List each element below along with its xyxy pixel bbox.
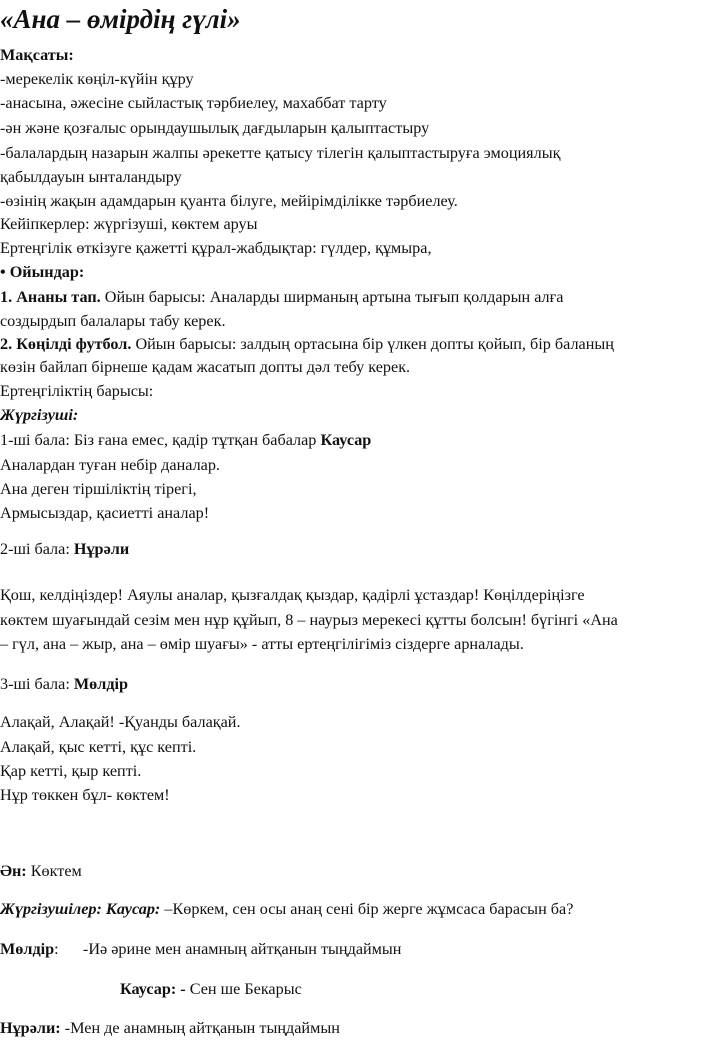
poem-line: Аналардан туған небір даналар.	[0, 456, 220, 474]
poem-line: Ана деген тіршіліктің тірегі,	[0, 480, 197, 498]
aim-item: -балалардың назарын жалпы әрекетте қатысу тілегін қалыптастыруға эмоциялық	[0, 144, 561, 162]
poem-line: Армысыздар, қасиетті аналар!	[0, 504, 210, 522]
child3-line: 3-ші бала: Мөлдір	[0, 675, 129, 693]
poem-line: Қар кетті, қыр кепті.	[0, 762, 142, 780]
equipment-line: Ертеңгілік өткізуге қажетті құрал-жабдықтар: гүлдер, құмыра,	[0, 239, 432, 257]
speaker-name: Нұрәли	[73, 540, 130, 558]
document-title: «Ана – өмірдің гүлі»	[0, 4, 241, 34]
poem-line: Нұр төккен бұл- көктем!	[0, 786, 170, 804]
speech-line: Қош, келдіңіздер! Аяулы аналар, қызғалдақ қыздар, қадірлі ұстаздар! Көңілдеріңізге	[0, 586, 585, 604]
child2-line: 2-ші бала: Нұрәли	[0, 540, 130, 558]
game1-title: 1. Ананы тап.	[0, 288, 101, 306]
speech-line: – гүл, ана – жыр, ана – өмір шуағы» - атты ертеңгілігіміз сіздерге арналады.	[0, 635, 524, 653]
game2-title: 2. Көңілді футбол.	[0, 335, 132, 353]
speaker-name: Каусар	[320, 431, 372, 449]
aim-item: -ән және қозғалыс орындаушылық дағдыларын қалыптастыру	[0, 119, 430, 137]
aim-item: қабылдауын ынталандыру	[0, 168, 182, 186]
dialog-line: Жүргізушілер: Каусар: –Көркем, сен осы анаң сені бір жерге жұмсаса барасын ба?	[0, 900, 574, 918]
speech-line: көктем шуағындай сезім мен нұр құйып, 8 – наурыз мерекесі құтты болсын! бүгінгі «Ана	[0, 611, 618, 629]
host-heading: Жүргізуші:	[0, 406, 79, 424]
poem-line: Алақай, қыс кетті, құс кепті.	[0, 738, 197, 756]
aim-item: -анасына, әжесіне сыйластық тәрбиелеу, махаббат тарту	[0, 94, 387, 112]
games-heading: • Ойындар:	[0, 263, 85, 281]
speaker-name: Мөлдір	[73, 675, 129, 693]
game2-line: 2. Көңілді футбол. Ойын барысы: залдың ортасына бір үлкен допты қойып, бір баланың	[0, 335, 614, 353]
dialog-line: Нұрәли: -Мен де анамның айтқанын тыңдаймын	[0, 1019, 340, 1037]
dialog-line: Каусар: - Сен ше Бекарыс	[120, 980, 302, 998]
characters-line: Кейіпкерлер: жүргізуші, көктем аруы	[0, 215, 258, 233]
child1-line: 1-ші бала: Біз ғана емес, қадір тұтқан бабалар Каусар	[0, 431, 372, 449]
progress-heading: Ертеңгіліктің барысы:	[0, 382, 154, 400]
poem-line: Алақай, Алақай! -Қуанды балақай.	[0, 713, 241, 731]
aim-item: -өзінің жақын адамдарын қуанта білуге, мейірімділікке тәрбиелеу.	[0, 192, 458, 210]
song-line: Ән: Көктем	[0, 862, 82, 880]
aim-item: -мерекелік көңіл-күйін құру	[0, 70, 194, 88]
aims-heading: Мақсаты:	[0, 46, 74, 64]
game1-line: 1. Ананы тап. Ойын барысы: Аналарды ширманың артына тығып қолдарын алға	[0, 288, 564, 306]
dialog-line: Мөлдір: -Иә әрине мен анамның айтқанын тыңдаймын	[0, 940, 402, 958]
game1-line2: создырдып балалары табу керек.	[0, 312, 226, 330]
game2-line2: көзін байлап бірнеше қадам жасатып допты дәл тебу керек.	[0, 358, 411, 376]
